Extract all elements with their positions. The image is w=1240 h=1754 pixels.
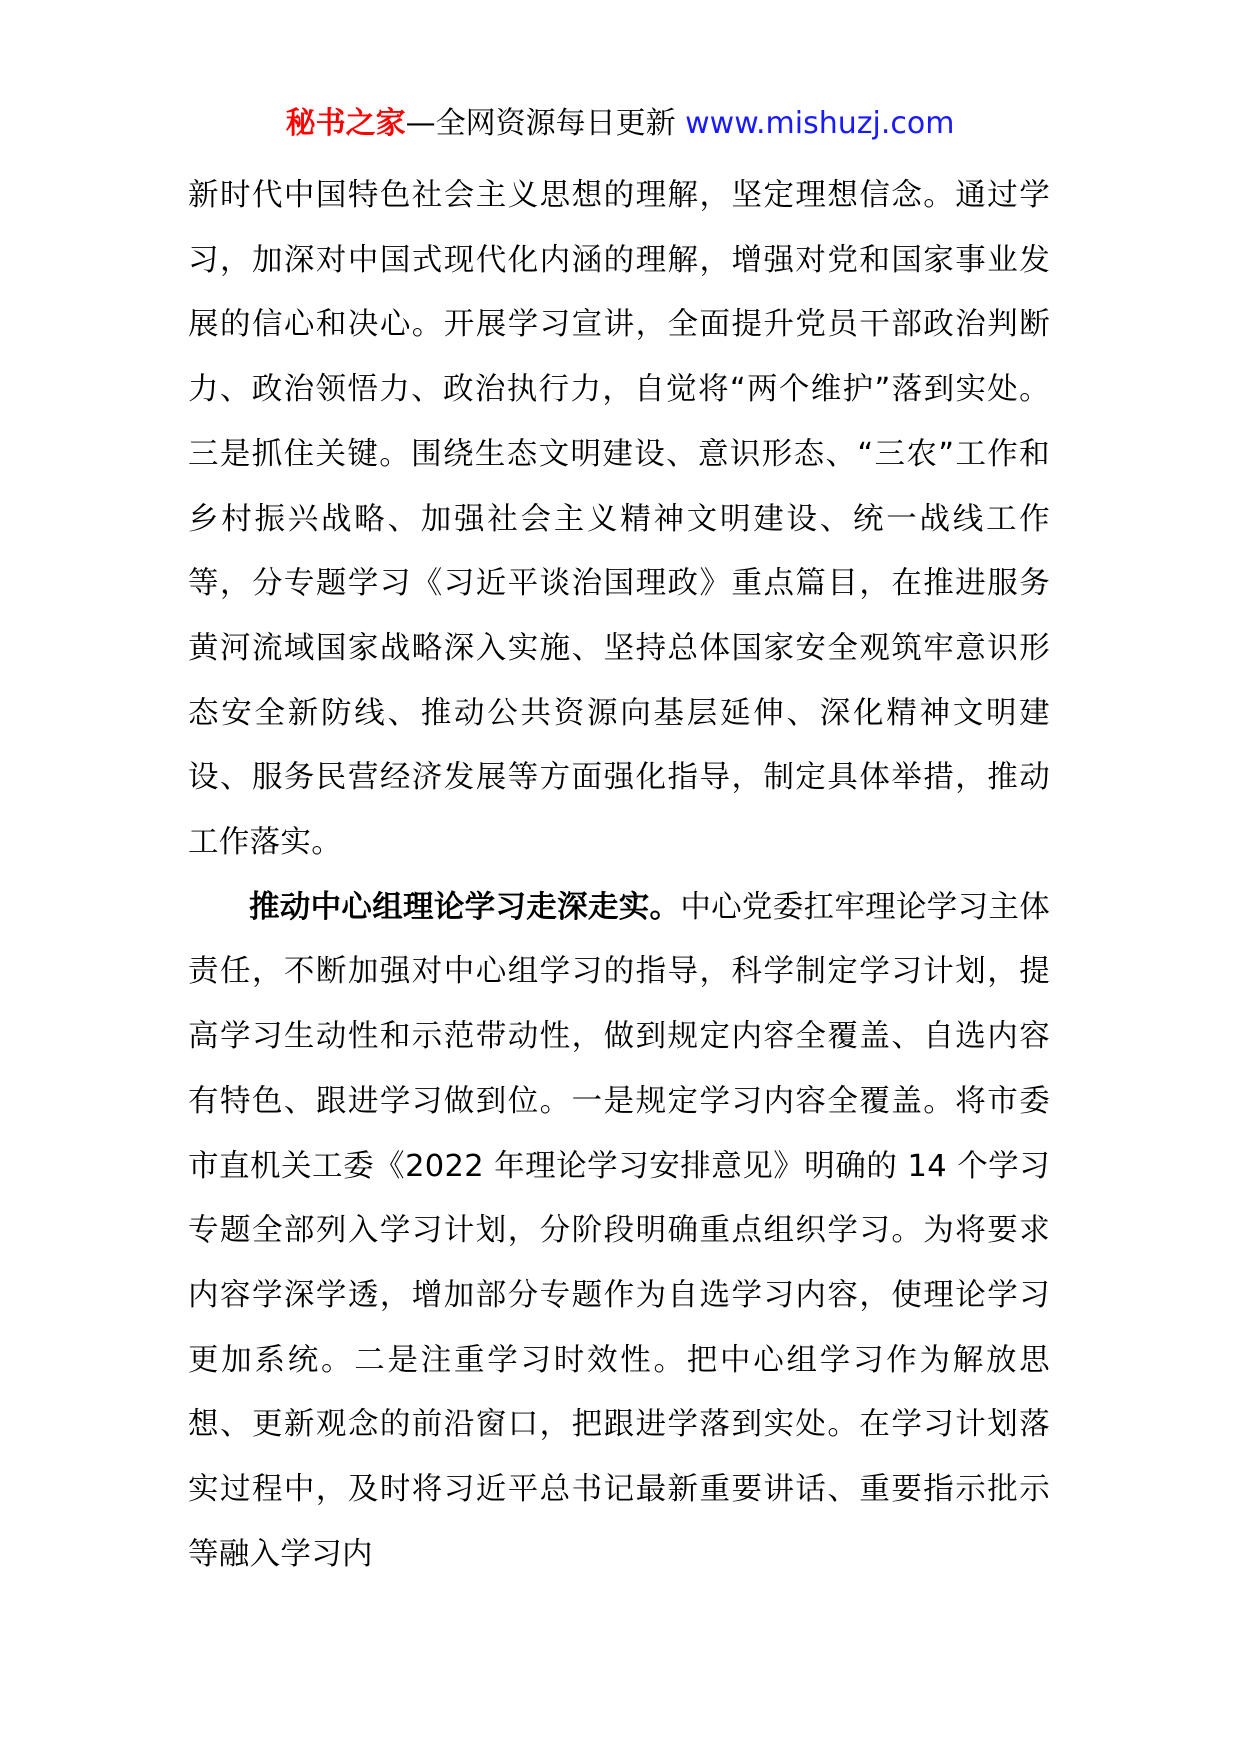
paragraph-continued	[188, 164, 1050, 876]
paragraph-text: 新时代中国特色社会主义思想的理解，坚定理想信念。通过学习，加深对中国式现代化内涵的理解，增强对党和国家事业发展的信心和决心。开展学习宣讲，全面提升党员干部政治判断力、政治领悟力、政治执行力，自觉将“两个维护”落到实处。三是抓住关键。围绕生态文明建设、意识形态、“三农”工作和乡村振兴战略、加强社会主义精神文明建设、统一战线工作等，分专题学习《习近平谈治国理政》重点篇目，在推进服务黄河流域国家战略深入实施、坚持总体国家安全观筑牢意识形态安全新防线、推动公共资源向基层延伸、深化精神文明建设、服务民营经济发展等方面强化指导，制定具体举措，推动工作落实。	[188, 178, 1050, 861]
document-body	[188, 164, 1050, 1587]
site-url-link[interactable]: www.mishuzj.com	[685, 106, 955, 141]
header-tagline: —全网资源每日更新	[405, 106, 686, 141]
paragraph-study-group	[188, 876, 1050, 1588]
watermark-header	[0, 100, 1240, 148]
paragraph-lead-heading: 推动中心组理论学习走深走实。	[249, 889, 681, 925]
brand-name: 秘书之家	[285, 106, 406, 141]
paragraph-text: 中心党委扛牢理论学习主体责任，不断加强对中心组学习的指导，科学制定学习计划，提高学习生动性和示范带动性，做到规定内容全覆盖、自选内容有特色、跟进学习做到位。一是规定学习内容全覆盖。将市委市直机关工委《2022 年理论学习安排意见》明确的 14 个学习专题全部列入学习计划，分阶段明确重点组织学习。为将要求内容学深学透，增加部分专题作为自选学习内容，使理论学习更加系统。二是注重学习时效性。把中心组学习作为解放思想、更新观念的前沿窗口，把跟进学落到实处。在学习计划落实过程中，及时将习近平总书记最新重要讲话、重要指示批示等融入学习内	[188, 889, 1050, 1572]
